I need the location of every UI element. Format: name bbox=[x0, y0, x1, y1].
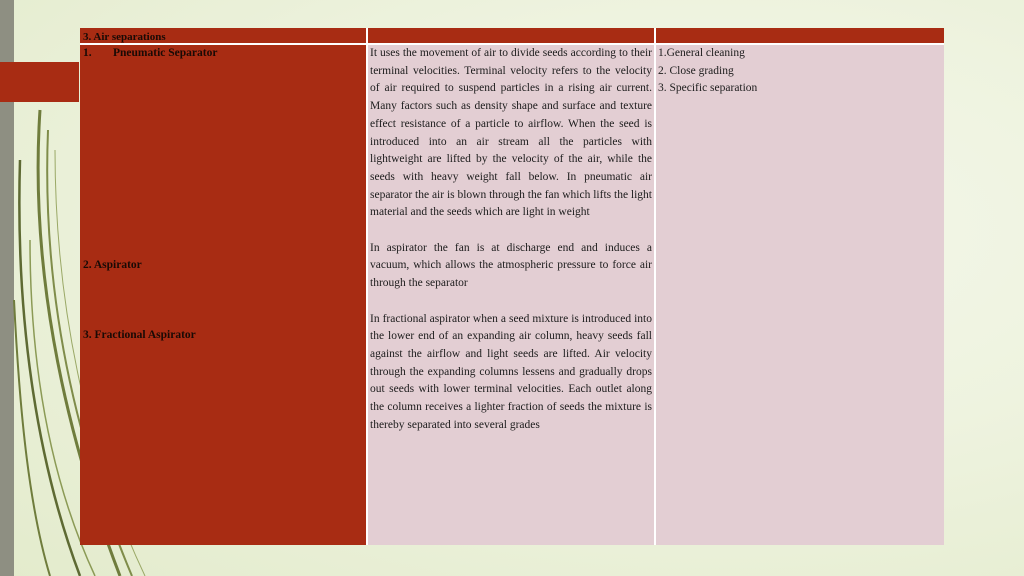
row-number: 1. bbox=[83, 47, 92, 59]
header-cell-empty bbox=[656, 28, 944, 45]
use-item: 1.General cleaning bbox=[658, 47, 745, 59]
separator-names-cell bbox=[80, 45, 368, 545]
description-aspirator: In aspirator the fan is at discharge end and induces a vacuum, which allows the atmospheric pressure to force air through the separator bbox=[370, 241, 652, 290]
description-pneumatic: It uses the movement of air to divide seeds according to their terminal velocities. Terminal velocity refers to the velocity of air required to suspend particles in a rising air current. Many factors such as density shape and surface and texture effect resistance of a particle to airflow. When the seed is introduced into an air stream all the particles with lightweight are lifted by the velocity of the air, while the seeds with heavy weight fall below. In pneumatic air separator the air is blown through the fan which lifts the light material and the seeds which are light in weight bbox=[370, 47, 653, 219]
uses-cell bbox=[656, 45, 944, 545]
table-header-title: 3. Air separations bbox=[83, 31, 166, 43]
use-item: 2. Close grading bbox=[658, 64, 734, 77]
row-title: Pneumatic Separator bbox=[113, 47, 218, 59]
use-item: 3. Specific separation bbox=[658, 82, 758, 95]
air-separations-table bbox=[80, 28, 944, 545]
header-cell bbox=[80, 28, 368, 45]
header-cell-empty bbox=[368, 28, 656, 45]
row-label-fractional-aspirator: 3. Fractional Aspirator bbox=[83, 329, 196, 342]
row-label-pneumatic bbox=[80, 45, 366, 63]
description-fractional-aspirator: In fractional aspirator when a seed mixture is introduced into the lower end of an expanding air column, heavy seeds fall against the airflow and light seeds are lifted. Air velocity through the expanding columns lessens and gradually drops out seeds with lower terminal velocities. Each outlet along the column receives a lighter fraction of seeds the mixture is thereby separated into several grades bbox=[370, 312, 652, 431]
table-body-row bbox=[80, 45, 944, 545]
row-label-aspirator: 2. Aspirator bbox=[83, 258, 142, 271]
descriptions-cell bbox=[368, 45, 656, 545]
table-header-row bbox=[80, 28, 944, 45]
